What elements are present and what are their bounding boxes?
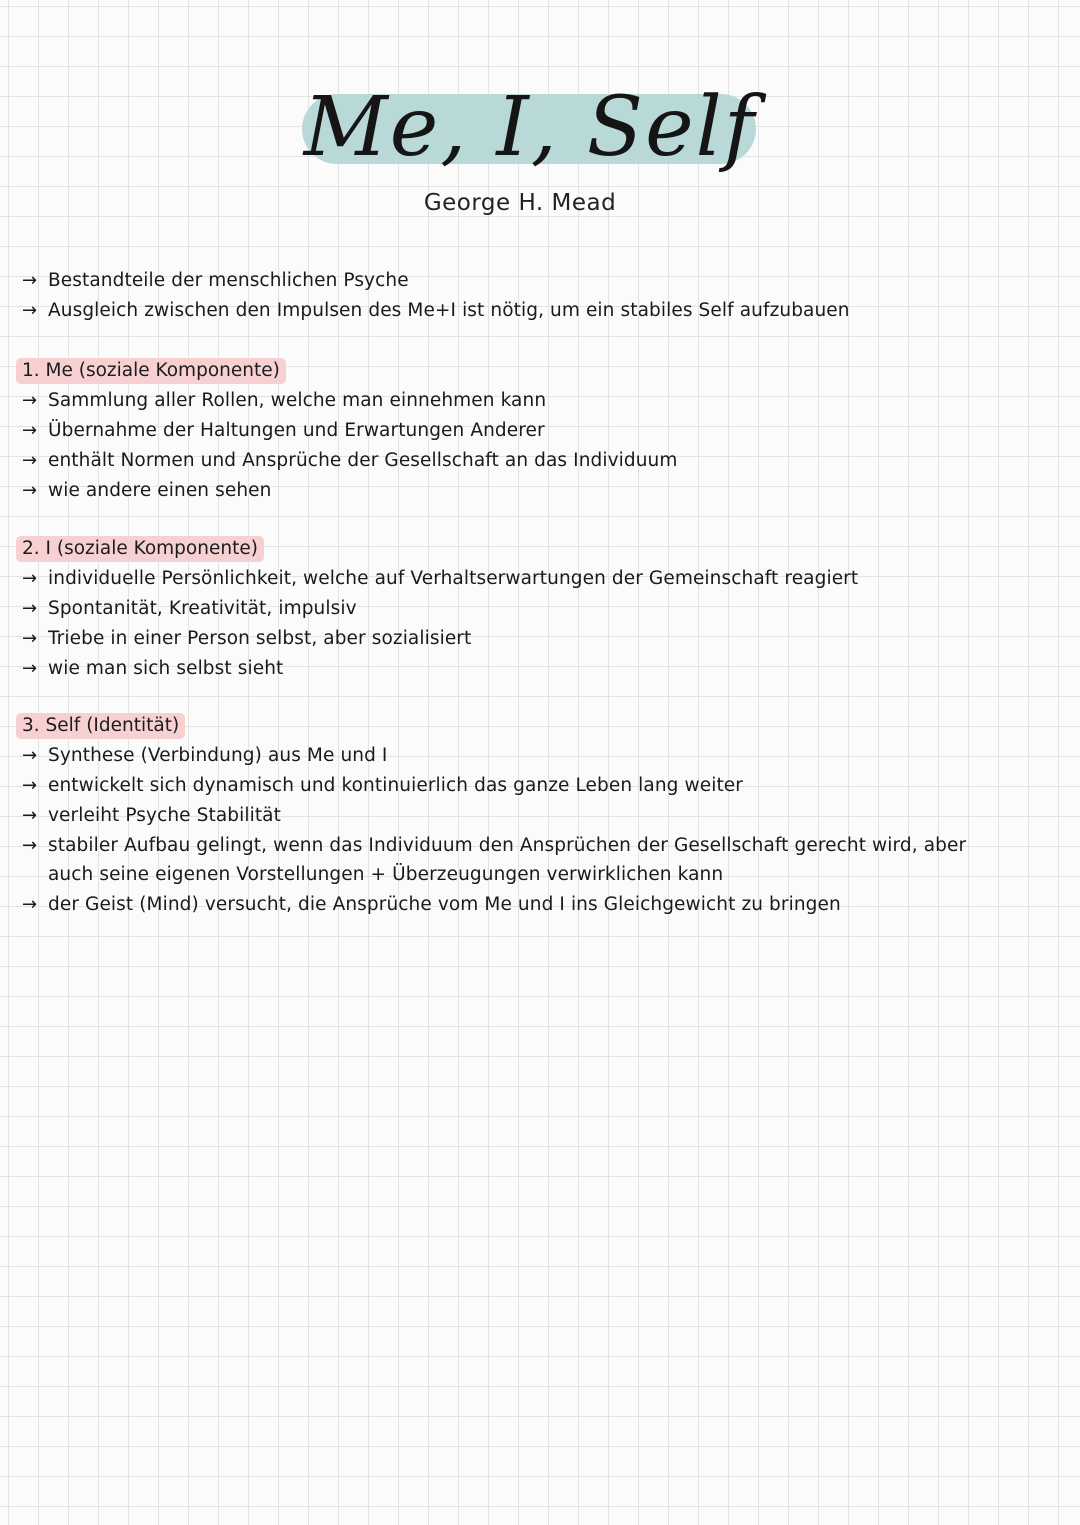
arrow-right-icon: → [22,745,38,766]
page-subtitle-author: George H. Mead [423,190,617,216]
arrow-right-icon: → [22,598,38,619]
arrow-right-icon: → [22,450,38,471]
list-item: → Übernahme der Haltungen und Erwartungen Anderer [22,418,545,444]
arrow-right-icon: → [22,835,38,856]
title-block [300,68,760,208]
arrow-right-icon: → [22,420,38,441]
list-item: → enthält Normen und Ansprüche der Gesellschaft an das Individuum [22,448,678,474]
arrow-right-icon: → [22,568,38,589]
page-title: Me, I, Self [303,80,757,175]
intro-line: → Ausgleich zwischen den Impulsen des Me+I ist nötig, um ein stabiles Self aufzubauen [22,298,850,324]
arrow-right-icon: → [22,894,38,915]
list-item: → entwickelt sich dynamisch und kontinuierlich das ganze Leben lang weiter [22,773,743,799]
section-heading-self: 3. Self (Identität) [16,713,185,739]
list-item: → stabiler Aufbau gelingt, wenn das Individuum den Ansprüchen der Gesellschaft gerecht wird, aber [22,833,966,859]
list-item: → verleiht Psyche Stabilität [22,803,281,829]
list-item-continuation: auch seine eigenen Vorstellungen + Überzeugungen verwirklichen kann [48,864,724,885]
list-item: → Synthese (Verbindung) aus Me und I [22,743,387,769]
intro-line: → Bestandteile der menschlichen Psyche [22,268,409,294]
list-item: → wie andere einen sehen [22,478,271,504]
list-item: → Sammlung aller Rollen, welche man einnehmen kann [22,388,546,414]
list-item: → wie man sich selbst sieht [22,656,283,682]
list-item: → Spontanität, Kreativität, impulsiv [22,596,357,622]
arrow-right-icon: → [22,390,38,411]
list-item: → Triebe in einer Person selbst, aber sozialisiert [22,626,471,652]
section-heading-me: 1. Me (soziale Komponente) [16,358,286,384]
arrow-right-icon: → [22,270,38,291]
list-item: → der Geist (Mind) versucht, die Ansprüche vom Me und I ins Gleichgewicht zu bringen [22,892,841,918]
arrow-right-icon: → [22,805,38,826]
arrow-right-icon: → [22,628,38,649]
section-heading-i: 2. I (soziale Komponente) [16,536,264,562]
list-item: → individuelle Persönlichkeit, welche auf Verhaltserwartungen der Gemeinschaft reagiert [22,566,858,592]
arrow-right-icon: → [22,658,38,679]
arrow-right-icon: → [22,775,38,796]
arrow-right-icon: → [22,480,38,501]
arrow-right-icon: → [22,300,38,321]
